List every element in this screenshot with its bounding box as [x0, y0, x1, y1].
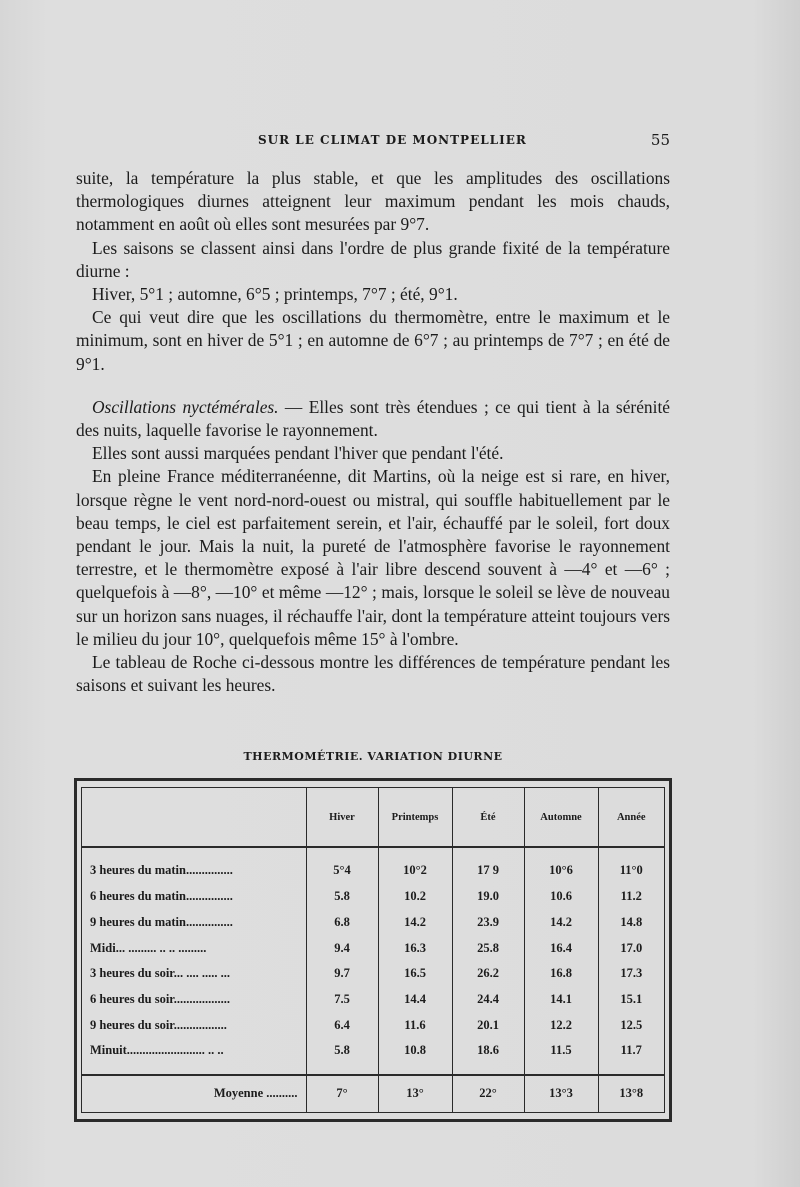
table-cell: 9.4: [306, 935, 378, 961]
table-row: [82, 1038, 664, 1064]
table-cell: 11.5: [524, 1038, 598, 1064]
column-header: Hiver: [306, 788, 378, 847]
table-cell: 25.8: [452, 935, 524, 961]
table-cell: 5.8: [306, 884, 378, 910]
table-cell: 16.4: [524, 935, 598, 961]
table-cell: 13°3: [524, 1075, 598, 1112]
table-cell: 26.2: [452, 961, 524, 987]
column-header: Été: [452, 788, 524, 847]
table-row: [82, 935, 664, 961]
row-label: 6 heures du matin...............: [90, 889, 233, 904]
paragraph-6: Elles sont aussi marquées pendant l'hiver que pendant l'été.: [92, 443, 504, 464]
row-label: Minuit......................... .. ..: [90, 1043, 224, 1058]
row-label: 3 heures du soir... .... ..... ...: [90, 966, 230, 981]
row-label: Moyenne ..........: [82, 1075, 306, 1112]
page-number: 55: [650, 131, 670, 149]
table-row: [82, 1012, 664, 1038]
table-cell: 10.6: [524, 884, 598, 910]
average-row: [82, 1075, 664, 1112]
table-cell: 5.8: [306, 1038, 378, 1064]
table-cell: 14.8: [598, 909, 664, 935]
table-row: [82, 858, 664, 884]
spacer-row: [82, 847, 664, 858]
row-label: 9 heures du matin...............: [90, 914, 233, 929]
table-frame: [74, 778, 672, 1122]
table-cell: 11.6: [378, 1012, 452, 1038]
spacer-row: [82, 1064, 664, 1075]
table-cell: 16.8: [524, 961, 598, 987]
table-cell: 10.8: [378, 1038, 452, 1064]
paragraph-1: suite, la température la plus stable, et que les amplitudes des oscillations thermologiques diurnes atteignent leur maximum pendant les mois chauds, notamment en août où elles sont mesurées par 9°7.: [76, 168, 670, 235]
row-label: 9 heures du soir.................: [90, 1017, 227, 1032]
table-cell: 17.3: [598, 961, 664, 987]
table-cell: 10°2: [378, 858, 452, 884]
table-cell: 6.4: [306, 1012, 378, 1038]
row-label: Midi... ......... .. .. .........: [90, 940, 207, 955]
table-cell: 17.0: [598, 935, 664, 961]
table-cell: 6.8: [306, 909, 378, 935]
table-cell: 16.5: [378, 961, 452, 987]
row-label: 3 heures du matin...............: [90, 863, 233, 878]
column-header: Année: [598, 788, 664, 847]
table-cell: 10°6: [524, 858, 598, 884]
paragraph-8: Le tableau de Roche ci-dessous montre les différences de température pendant les saisons et suivant les heures.: [76, 652, 670, 696]
table-caption: THERMOMÉTRIE. VARIATION DIURNE: [243, 750, 503, 763]
table-cell: 10.2: [378, 884, 452, 910]
table-cell: 11.7: [598, 1038, 664, 1064]
table-cell: 5°4: [306, 858, 378, 884]
table-body: [82, 847, 664, 1112]
table-cell: 9.7: [306, 961, 378, 987]
table-cell: 11.2: [598, 884, 664, 910]
table-header-row: [82, 788, 664, 847]
header-empty-cell: [82, 788, 306, 847]
table-cell: 15.1: [598, 987, 664, 1013]
table-cell: 22°: [452, 1075, 524, 1112]
table-cell: 17 9: [452, 858, 524, 884]
paragraph-5-text: — Elles sont très étendues ; ce qui tient à la sérénité des nuits, laquelle favorise le rayonnement.: [76, 396, 671, 441]
table-row: [82, 884, 664, 910]
table-cell: 7°: [306, 1075, 378, 1112]
table-cell: 23.9: [452, 909, 524, 935]
table-cell: 12.2: [524, 1012, 598, 1038]
column-header: Automne: [524, 788, 598, 847]
column-header: Printemps: [378, 788, 452, 847]
table-cell: 19.0: [452, 884, 524, 910]
table-row: [82, 909, 664, 935]
paragraph-7: En pleine France méditerranéenne, dit Martins, où la neige est si rare, en hiver, lorsque règne le vent nord-nord-ouest ou mistral, qui souffle habituellement par le beau temps, le ciel est parfaitement serein, et l'air, échauffé par le soleil, fort doux pendant le jour. Mais la nuit, la pureté de l'atmosphère favorise le rayonnement terrestre, et le thermomètre exposé à l'air libre descend souvent à —4° et —6° ; quelquefois à —8°, —10° et même —12° ; mais, lorsque le soleil se lève de nouveau sur un horizon sans nuages, il réchauffe l'air, dont la température atteint toujours vers le milieu du jour 10°, quelquefois même 15° à l'ombre.: [76, 466, 670, 649]
table-cell: 14.2: [378, 909, 452, 935]
table-row: [82, 961, 664, 987]
table-cell: 13°8: [598, 1075, 664, 1112]
table-cell: 12.5: [598, 1012, 664, 1038]
table-cell: 16.3: [378, 935, 452, 961]
body-text: [76, 167, 670, 697]
temperature-table: [82, 788, 664, 1112]
running-title: SUR LE CLIMAT DE MONTPELLIER: [258, 133, 527, 147]
table-cell: 18.6: [452, 1038, 524, 1064]
paragraph-5: [76, 396, 670, 442]
paragraph-2: Les saisons se classent ainsi dans l'ordre de plus grande fixité de la température diurne :: [76, 237, 670, 281]
row-label: 6 heures du soir..................: [90, 991, 230, 1006]
table-row: [82, 987, 664, 1013]
table-cell: 14.4: [378, 987, 452, 1013]
table-cell: 13°: [378, 1075, 452, 1112]
table-cell: 7.5: [306, 987, 378, 1013]
table-cell: 11°0: [598, 858, 664, 884]
table-inner-frame: [81, 787, 665, 1113]
paragraph-4: Ce qui veut dire que les oscillations du thermomètre, entre le maximum et le minimum, sont en hiver de 5°1 ; en automne de 6°7 ; au printemps de 7°7 ; en été de 9°1.: [76, 307, 670, 374]
section-heading: Oscillations nyctémérales.: [92, 396, 279, 417]
table-cell: 24.4: [452, 987, 524, 1013]
table-cell: 14.2: [524, 909, 598, 935]
table-cell: 20.1: [452, 1012, 524, 1038]
paragraph-3: Hiver, 5°1 ; automne, 6°5 ; printemps, 7°7 ; été, 9°1.: [92, 284, 458, 305]
table-cell: 14.1: [524, 987, 598, 1013]
